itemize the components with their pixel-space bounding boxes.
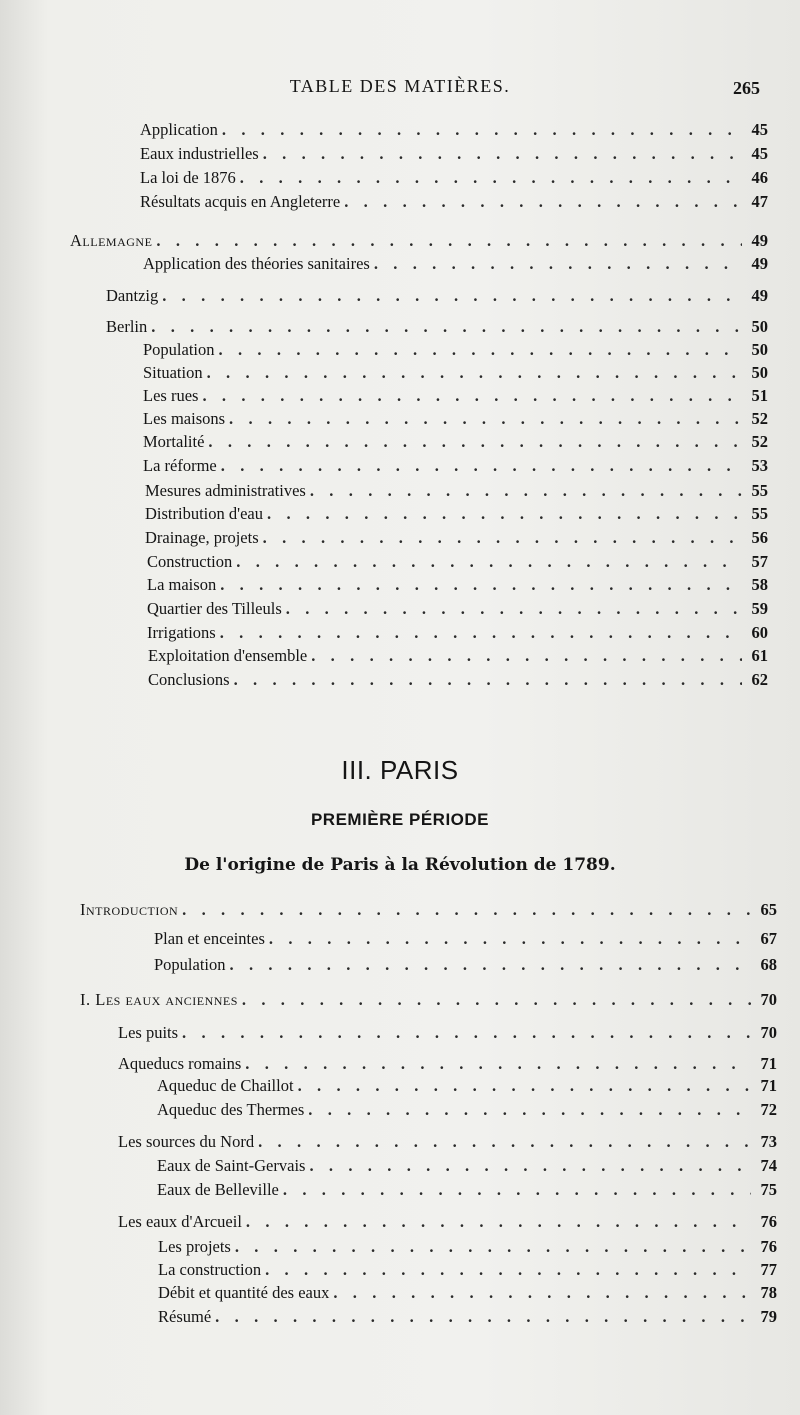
toc-entry-label: La réforme <box>143 456 217 475</box>
toc-entry-page-number: 70 <box>760 1023 777 1042</box>
toc-entry-page-number: 50 <box>751 340 768 359</box>
dot-leader <box>236 551 742 573</box>
toc-entry-label: Eaux industrielles <box>140 144 259 163</box>
dot-leader <box>263 527 742 549</box>
dot-leader <box>221 455 742 477</box>
toc-entry-label: Eaux de Belleville <box>157 1180 279 1199</box>
toc-entry-page-number: 75 <box>760 1180 777 1199</box>
dot-leader <box>229 408 742 430</box>
toc-entry-label: Les maisons <box>143 409 226 428</box>
toc-entry <box>157 1075 777 1097</box>
toc-entry-label: Application <box>140 120 218 139</box>
dot-leader <box>235 1236 751 1258</box>
toc-entry-page-number: 50 <box>751 317 768 336</box>
toc-entry-page-number: 52 <box>751 409 768 428</box>
dot-leader <box>310 480 742 502</box>
toc-entry <box>145 527 768 549</box>
toc-entry-label: I. Les eaux anciennes <box>80 990 238 1009</box>
dot-leader <box>182 899 751 921</box>
dot-leader <box>258 1131 751 1153</box>
toc-entry-label: La construction <box>158 1260 262 1279</box>
section-heading: III. PARIS <box>341 755 459 785</box>
toc-entry <box>143 253 768 275</box>
toc-entry <box>118 1022 777 1044</box>
toc-entry <box>148 669 768 691</box>
toc-entry-page-number: 49 <box>751 231 768 250</box>
toc-entry-label: Résultats acquis en Angleterre <box>140 192 341 211</box>
toc-entry <box>143 385 768 407</box>
dot-leader <box>374 253 742 275</box>
dot-leader <box>308 1099 751 1121</box>
toc-entry-label: Eaux de Saint-Gervais <box>157 1156 306 1175</box>
toc-entry-label: Aqueduc de Chaillot <box>157 1076 294 1095</box>
toc-entry <box>154 928 777 950</box>
toc-entry <box>145 503 768 525</box>
toc-entry-label: Population <box>143 340 215 359</box>
dot-leader <box>267 503 742 525</box>
toc-entry <box>157 1099 777 1121</box>
toc-entry-page-number: 46 <box>751 168 768 187</box>
toc-entry-label: Construction <box>147 552 233 571</box>
toc-entry-page-number: 55 <box>751 481 768 500</box>
toc-entry-page-number: 71 <box>760 1054 777 1073</box>
toc-entry <box>143 362 768 384</box>
toc-entry-page-number: 77 <box>760 1260 777 1279</box>
dot-leader <box>156 230 742 252</box>
toc-entry <box>140 191 768 213</box>
dot-leader <box>344 191 742 213</box>
dot-leader <box>182 1022 751 1044</box>
dot-leader <box>215 1306 751 1328</box>
toc-entry-page-number: 70 <box>760 990 777 1009</box>
toc-entry <box>140 167 768 189</box>
toc-entry <box>143 431 768 453</box>
dot-leader <box>242 989 751 1011</box>
toc-entry-label: Mortalité <box>143 432 205 451</box>
dot-leader <box>222 119 742 141</box>
dot-leader <box>207 362 742 384</box>
toc-entry-page-number: 68 <box>760 955 777 974</box>
dot-leader <box>245 1053 751 1075</box>
toc-entry <box>157 1179 777 1201</box>
dot-leader <box>240 167 742 189</box>
toc-entry-page-number: 59 <box>751 599 768 618</box>
dot-leader <box>311 645 742 667</box>
dot-leader <box>162 285 742 307</box>
toc-entry-page-number: 47 <box>751 192 768 211</box>
toc-entry-page-number: 53 <box>751 456 768 475</box>
dot-leader <box>309 1155 751 1177</box>
toc-entry-page-number: 67 <box>760 929 777 948</box>
dot-leader <box>202 385 742 407</box>
period-heading: PREMIÈRE PÉRIODE <box>310 810 490 829</box>
toc-entry-label: Les projets <box>158 1237 231 1256</box>
toc-entry-page-number: 62 <box>751 670 768 689</box>
toc-entry-page-number: 65 <box>760 900 777 919</box>
dot-leader <box>333 1282 751 1304</box>
toc-entry-label: Drainage, projets <box>145 528 259 547</box>
toc-entry-page-number: 58 <box>751 575 768 594</box>
toc-entry-page-number: 76 <box>760 1212 777 1231</box>
toc-entry <box>158 1236 777 1258</box>
toc-entry-label: Quartier des Tilleuls <box>147 599 282 618</box>
dot-leader <box>269 928 751 950</box>
dot-leader <box>208 431 742 453</box>
toc-entry-page-number: 78 <box>760 1283 777 1302</box>
toc-entry-page-number: 72 <box>760 1100 777 1119</box>
toc-entry-page-number: 74 <box>760 1156 777 1175</box>
dot-leader <box>230 954 751 976</box>
toc-entry-label: Mesures administratives <box>145 481 306 500</box>
toc-entry-label: Allemagne <box>70 231 153 250</box>
toc-entry-page-number: 49 <box>751 286 768 305</box>
toc-entry-page-number: 52 <box>751 432 768 451</box>
toc-entry-page-number: 56 <box>751 528 768 547</box>
dot-leader <box>283 1179 751 1201</box>
toc-entry-page-number: 49 <box>751 254 768 273</box>
toc-entry-label: Exploitation d'ensemble <box>148 646 308 665</box>
toc-entry <box>147 551 768 573</box>
dot-leader <box>298 1075 751 1097</box>
toc-entry-label: Distribution d'eau <box>145 504 263 523</box>
toc-entry-label: Résumé <box>158 1307 212 1326</box>
toc-entry-page-number: 45 <box>751 120 768 139</box>
toc-entry <box>143 339 768 361</box>
toc-entry-page-number: 45 <box>751 144 768 163</box>
toc-entry <box>157 1155 777 1177</box>
dot-leader <box>246 1211 751 1233</box>
toc-entry-label: Dantzig <box>106 286 159 305</box>
toc-entry-page-number: 50 <box>751 363 768 382</box>
toc-entry-label: La maison <box>147 575 217 594</box>
running-header-title: TABLE DES MATIÈRES. <box>289 76 511 96</box>
toc-entry-label: Les puits <box>118 1023 179 1042</box>
toc-entry-label: Berlin <box>106 317 148 336</box>
toc-entry <box>80 899 777 921</box>
toc-entry-label: Aqueduc des Thermes <box>157 1100 305 1119</box>
toc-entry <box>147 574 768 596</box>
dot-leader <box>265 1259 751 1281</box>
toc-entry <box>154 954 777 976</box>
toc-entry <box>158 1306 777 1328</box>
toc-entry <box>148 645 768 667</box>
period-subheading: De l'origine de Paris à la Révolution de 1789. <box>184 855 616 875</box>
toc-entry <box>145 480 768 502</box>
dot-leader <box>220 622 742 644</box>
toc-entry <box>140 119 768 141</box>
dot-leader <box>286 598 742 620</box>
toc-entry <box>106 285 768 307</box>
toc-entry-label: Application des théories sanitaires <box>143 254 370 273</box>
toc-entry <box>143 455 768 477</box>
toc-entry <box>118 1131 777 1153</box>
toc-entry-label: Situation <box>143 363 203 382</box>
toc-entry <box>147 598 768 620</box>
toc-entry-page-number: 57 <box>751 552 768 571</box>
toc-entry-label: Les rues <box>143 386 199 405</box>
toc-entry-label: La loi de 1876 <box>140 168 236 187</box>
toc-entry <box>140 143 768 165</box>
toc-entry <box>106 316 768 338</box>
dot-leader <box>219 339 742 361</box>
toc-entry <box>70 230 768 252</box>
toc-entry-label: Aqueducs romains <box>118 1054 242 1073</box>
toc-entry-page-number: 71 <box>760 1076 777 1095</box>
toc-entry-label: Débit et quantité des eaux <box>158 1283 330 1302</box>
running-header-page-number: 265 <box>733 78 760 98</box>
dot-leader <box>263 143 742 165</box>
dot-leader <box>234 669 742 691</box>
toc-entry <box>80 989 777 1011</box>
toc-entry-label: Population <box>154 955 226 974</box>
toc-entry-page-number: 76 <box>760 1237 777 1256</box>
toc-entry <box>158 1282 777 1304</box>
toc-entry-label: Les sources du Nord <box>118 1132 255 1151</box>
toc-entry-label: Les eaux d'Arcueil <box>118 1212 242 1231</box>
toc-entry-label: Plan et enceintes <box>154 929 265 948</box>
toc-entry <box>158 1259 777 1281</box>
toc-entry <box>118 1211 777 1233</box>
dot-leader <box>220 574 742 596</box>
toc-entry-label: Conclusions <box>148 670 230 689</box>
toc-entry-label: Introduction <box>80 900 179 919</box>
toc-entry-page-number: 61 <box>751 646 768 665</box>
toc-entry-page-number: 73 <box>760 1132 777 1151</box>
toc-entry <box>118 1053 777 1075</box>
toc-entry-page-number: 51 <box>751 386 768 405</box>
toc-entry-page-number: 60 <box>751 623 768 642</box>
toc-entry-label: Irrigations <box>147 623 216 642</box>
toc-entry-page-number: 79 <box>760 1307 777 1326</box>
toc-entry <box>143 408 768 430</box>
toc-entry <box>147 622 768 644</box>
dot-leader <box>151 316 742 338</box>
toc-entry-page-number: 55 <box>751 504 768 523</box>
